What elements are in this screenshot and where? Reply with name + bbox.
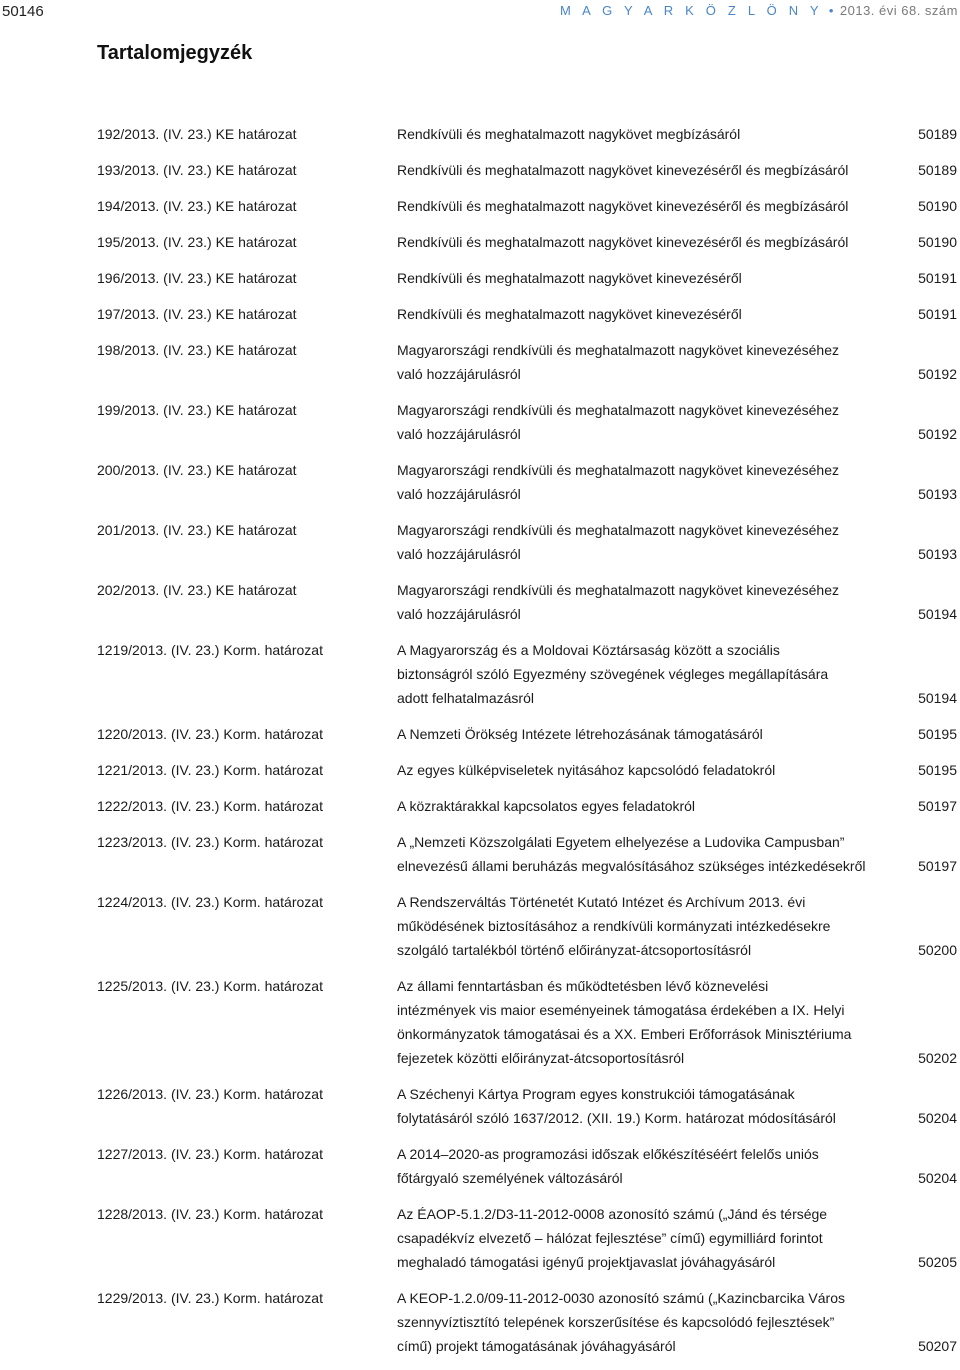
entry-reference: 197/2013. (IV. 23.) KE határozat [97, 306, 297, 322]
entry-reference: 1222/2013. (IV. 23.) Korm. határozat [97, 798, 323, 814]
entry-page-number: 50197 [918, 858, 957, 874]
toc-entry [97, 722, 957, 746]
entry-reference: 1224/2013. (IV. 23.) Korm. határozat [97, 894, 323, 910]
entry-description [397, 1082, 957, 1130]
toc-entry [97, 122, 957, 146]
entry-reference: 1229/2013. (IV. 23.) Korm. határozat [97, 1290, 323, 1306]
toc-entry [97, 794, 957, 818]
toc-entry [97, 638, 957, 710]
entry-description [397, 122, 957, 146]
entry-description [397, 458, 957, 506]
toc-entry [97, 302, 957, 326]
toc-entry [97, 1286, 957, 1358]
entry-reference: 192/2013. (IV. 23.) KE határozat [97, 126, 297, 142]
toc-entry [97, 518, 957, 566]
entry-reference: 193/2013. (IV. 23.) KE határozat [97, 162, 297, 178]
description-line: A közraktárakkal kapcsolatos egyes feladatokról [397, 798, 696, 814]
entry-page-number: 50193 [918, 546, 957, 562]
description-line: önkormányzatok támogatásai és a XX. Emberi Erőforrások Minisztériuma [397, 1026, 852, 1042]
description-line: főtárgyaló személyének változásáról [397, 1170, 623, 1186]
description-line: való hozzájárulásról [397, 366, 521, 382]
description-line: Rendkívüli és meghatalmazott nagykövet megbízásáról [397, 126, 741, 142]
entry-page-number: 50192 [918, 366, 957, 382]
description-line: szennyvíztisztító telepének korszerűsítése és kapcsolódó fejlesztések” [397, 1314, 835, 1330]
description-line: Magyarországi rendkívüli és meghatalmazott nagykövet kinevezéséhez [397, 342, 840, 358]
toc-entry [97, 974, 957, 1070]
entry-page-number: 50204 [918, 1170, 957, 1186]
entry-description [397, 518, 957, 566]
entry-reference: 198/2013. (IV. 23.) KE határozat [97, 342, 297, 358]
entry-reference: 194/2013. (IV. 23.) KE határozat [97, 198, 297, 214]
journal-info [560, 3, 958, 18]
toc-entry [97, 578, 957, 626]
description-line: Rendkívüli és meghatalmazott nagykövet kinevezéséről és megbízásáról [397, 198, 849, 214]
toc-entry [97, 890, 957, 962]
entry-reference: 199/2013. (IV. 23.) KE határozat [97, 402, 297, 418]
entry-description [397, 230, 957, 254]
entry-description [397, 1202, 957, 1274]
description-line: A Nemzeti Örökség Intézete létrehozásának támogatásáról [397, 726, 763, 742]
toc-entry [97, 830, 957, 878]
entry-description [397, 338, 957, 386]
toc-entry [97, 758, 957, 782]
entry-reference: 202/2013. (IV. 23.) KE határozat [97, 582, 297, 598]
entry-description [397, 158, 957, 182]
toc-entry [97, 458, 957, 506]
entry-reference: 1219/2013. (IV. 23.) Korm. határozat [97, 642, 323, 658]
entry-description [397, 890, 957, 962]
description-line: intézmények vis maior eseményeinek támogatása érdekében a IX. Helyi [397, 1002, 845, 1018]
description-line: Magyarországi rendkívüli és meghatalmazott nagykövet kinevezéséhez [397, 582, 840, 598]
description-line: meghaladó támogatási igényű projektjavaslat jóváhagyásáról [397, 1254, 776, 1270]
table-of-contents [97, 122, 957, 1370]
entry-page-number: 50189 [918, 162, 957, 178]
description-line: való hozzájárulásról [397, 546, 521, 562]
entry-description [397, 578, 957, 626]
entry-page-number: 50195 [918, 762, 957, 778]
entry-page-number: 50195 [918, 726, 957, 742]
entry-description [397, 638, 957, 710]
toc-entry [97, 1202, 957, 1274]
entry-page-number: 50205 [918, 1254, 957, 1270]
description-line: adott felhatalmazásról [397, 690, 534, 706]
page-title: Tartalomjegyzék [97, 42, 253, 64]
journal-name: M A G Y A R K Ö Z L Ö N Y [560, 3, 823, 18]
entry-reference: 1226/2013. (IV. 23.) Korm. határozat [97, 1086, 323, 1102]
entry-page-number: 50191 [918, 306, 957, 322]
entry-page-number: 50190 [918, 234, 957, 250]
entry-reference: 195/2013. (IV. 23.) KE határozat [97, 234, 297, 250]
separator-dot: • [828, 3, 834, 18]
description-line: szolgáló tartalékból történő előirányzat-átcsoportosításról [397, 942, 752, 958]
toc-entry [97, 1082, 957, 1130]
entry-reference: 196/2013. (IV. 23.) KE határozat [97, 270, 297, 286]
description-line: Az egyes külképviseletek nyitásához kapcsolódó feladatokról [397, 762, 776, 778]
entry-reference: 1220/2013. (IV. 23.) Korm. határozat [97, 726, 323, 742]
toc-entry [97, 194, 957, 218]
description-line: Rendkívüli és meghatalmazott nagykövet kinevezéséről és megbízásáról [397, 162, 849, 178]
toc-entry [97, 158, 957, 182]
description-line: biztonságról szóló Egyezmény szövegének végleges megállapítására [397, 666, 829, 682]
toc-entry [97, 266, 957, 290]
entry-description [397, 758, 957, 782]
toc-entry [97, 398, 957, 446]
entry-page-number: 50189 [918, 126, 957, 142]
entry-page-number: 50200 [918, 942, 957, 958]
entry-reference: 1225/2013. (IV. 23.) Korm. határozat [97, 978, 323, 994]
description-line: című) projekt támogatásának jóváhagyásáról [397, 1338, 676, 1354]
entry-description [397, 1142, 957, 1190]
entry-description [397, 398, 957, 446]
entry-reference: 1223/2013. (IV. 23.) Korm. határozat [97, 834, 323, 850]
toc-entry [97, 1142, 957, 1190]
description-line: Magyarországi rendkívüli és meghatalmazott nagykövet kinevezéséhez [397, 522, 840, 538]
description-line: A KEOP-1.2.0/09-11-2012-0030 azonosító számú („Kazincbarcika Város [397, 1290, 845, 1306]
description-line: Rendkívüli és meghatalmazott nagykövet kinevezéséről és megbízásáról [397, 234, 849, 250]
entry-description [397, 830, 957, 878]
entry-description [397, 794, 957, 818]
description-line: fejezetek közötti előirányzat-átcsoportosításról [397, 1050, 685, 1066]
description-line: Rendkívüli és meghatalmazott nagykövet kinevezéséről [397, 270, 742, 286]
description-line: A 2014–2020-as programozási időszak előkészítéséért felelős uniós [397, 1146, 819, 1162]
page-number: 50146 [2, 3, 44, 20]
entry-page-number: 50204 [918, 1110, 957, 1126]
entry-reference: 1221/2013. (IV. 23.) Korm. határozat [97, 762, 323, 778]
entry-page-number: 50194 [918, 606, 957, 622]
entry-page-number: 50207 [918, 1338, 957, 1354]
entry-page-number: 50197 [918, 798, 957, 814]
description-line: A Rendszerváltás Történetét Kutató Intézet és Archívum 2013. évi [397, 894, 806, 910]
description-line: Magyarországi rendkívüli és meghatalmazott nagykövet kinevezéséhez [397, 462, 840, 478]
entry-description [397, 974, 957, 1070]
description-line: való hozzájárulásról [397, 486, 521, 502]
entry-page-number: 50191 [918, 270, 957, 286]
description-line: elnevezésű állami beruházás megvalósításához szükséges intézkedésekről [397, 858, 866, 874]
description-line: A „Nemzeti Közszolgálati Egyetem elhelyezése a Ludovika Campusban” [397, 834, 845, 850]
entry-description [397, 266, 957, 290]
entry-description [397, 194, 957, 218]
entry-reference: 201/2013. (IV. 23.) KE határozat [97, 522, 297, 538]
description-line: A Széchenyi Kártya Program egyes konstrukciói támogatásának [397, 1086, 795, 1102]
entry-page-number: 50192 [918, 426, 957, 442]
description-line: való hozzájárulásról [397, 426, 521, 442]
entry-page-number: 50193 [918, 486, 957, 502]
entry-reference: 200/2013. (IV. 23.) KE határozat [97, 462, 297, 478]
toc-entry [97, 230, 957, 254]
description-line: A Magyarország és a Moldovai Köztársaság között a szociális [397, 642, 780, 658]
description-line: Magyarországi rendkívüli és meghatalmazott nagykövet kinevezéséhez [397, 402, 840, 418]
entry-reference: 1228/2013. (IV. 23.) Korm. határozat [97, 1206, 323, 1222]
entry-description [397, 1286, 957, 1358]
description-line: Az állami fenntartásban és működtetésben lévő köznevelési [397, 978, 769, 994]
description-line: működésének biztosításához a rendkívüli kormányzati intézkedésekre [397, 918, 831, 934]
entry-description [397, 722, 957, 746]
description-line: Az ÉAOP-5.1.2/D3-11-2012-0008 azonosító számú („Jánd és térsége [397, 1206, 828, 1222]
description-line: Rendkívüli és meghatalmazott nagykövet kinevezéséről [397, 306, 742, 322]
entry-description [397, 302, 957, 326]
entry-reference: 1227/2013. (IV. 23.) Korm. határozat [97, 1146, 323, 1162]
entry-page-number: 50190 [918, 198, 957, 214]
entry-page-number: 50194 [918, 690, 957, 706]
issue-number: 2013. évi 68. szám [839, 3, 958, 18]
description-line: csapadékvíz elvezető – hálózat fejlesztése” című) egymilliárd forintot [397, 1230, 823, 1246]
description-line: való hozzájárulásról [397, 606, 521, 622]
description-line: folytatásáról szóló 1637/2012. (XII. 19.) Korm. határozat módosításáról [397, 1110, 836, 1126]
page-header [0, 0, 960, 30]
toc-entry [97, 338, 957, 386]
entry-page-number: 50202 [918, 1050, 957, 1066]
